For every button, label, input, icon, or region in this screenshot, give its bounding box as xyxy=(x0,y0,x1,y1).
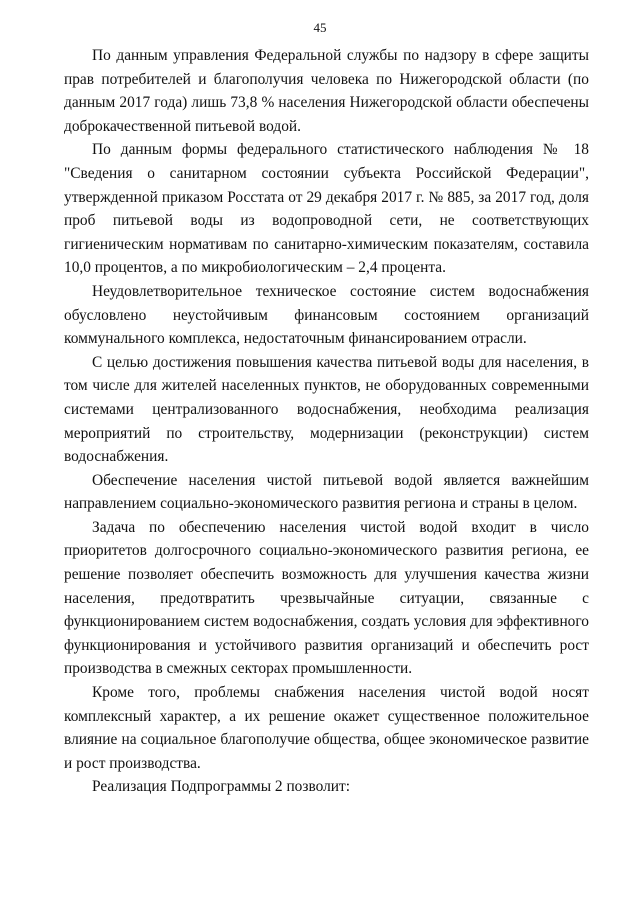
paragraph-complex-problem: Кроме того, проблемы снабжения населения чистой водой носят комплексный характер, а их решение окажет существенное положительное влияние на социальное благополучие общества, общее экономическое развитие и рост производства. xyxy=(64,684,589,772)
paragraph-subprogram-intro: Реализация Подпрограммы 2 позволит: xyxy=(92,778,351,796)
paragraph-technical-condition: Неудовлетворительное техническое состояние систем водоснабжения обусловлено неустойчивым финансовым состоянием организаций коммунального комплекса, недостаточным финансированием отрасли. xyxy=(64,282,589,348)
paragraph-quality-improvement: С целью достижения повышения качества питьевой воды для населения, в том числе для жителей населенных пунктов, не оборудованных современными системами централизованного водоснабжения, необходима реализация мероприятий по строительству, модернизации (реконструкции) систем водоснабжения. xyxy=(64,353,589,466)
paragraph-water-quality-share: По данным управления Федеральной службы по надзору в сфере защиты прав потребителей и благополучия человека по Нижегородской области (по данным 2017 года) лишь 73,8 % населения Нижегородской области обеспечены доброкачественной питьевой водой. xyxy=(64,47,589,135)
paragraph-long-term-task: Задача по обеспечению населения чистой водой входит в число приоритетов долгосрочного социально-экономического развития региона, ее решение позволяет обеспечить возможность для улучшения качества жизни населения, предотвратить чрезвычайные ситуации, связанные с функционированием систем водоснабжения, создать условия для эффективного функционирования и устойчивого развития организаций и обеспечить рост производства в смежных секторах промышленности. xyxy=(64,518,589,678)
paragraph-statistical-form: По данным формы федерального статистического наблюдения № 18 "Сведения о санитарном состоянии субъекта Российской Федерации", утвержденной приказом Росстата от 29 декабря 2017 г. № 885, за 2017 год, доля проб питьевой воды из водопроводной сети, не соответствующих гигиеническим нормативам по санитарно-химическим показателям, составила 10,0 процентов, а по микробиологическим – 2,4 процента. xyxy=(64,141,589,277)
paragraph-clean-water-priority: Обеспечение населения чистой питьевой водой является важнейшим направлением социально-экономического развития региона и страны в целом. xyxy=(64,471,589,513)
page-number: 45 xyxy=(313,20,327,35)
document-body xyxy=(64,44,589,799)
